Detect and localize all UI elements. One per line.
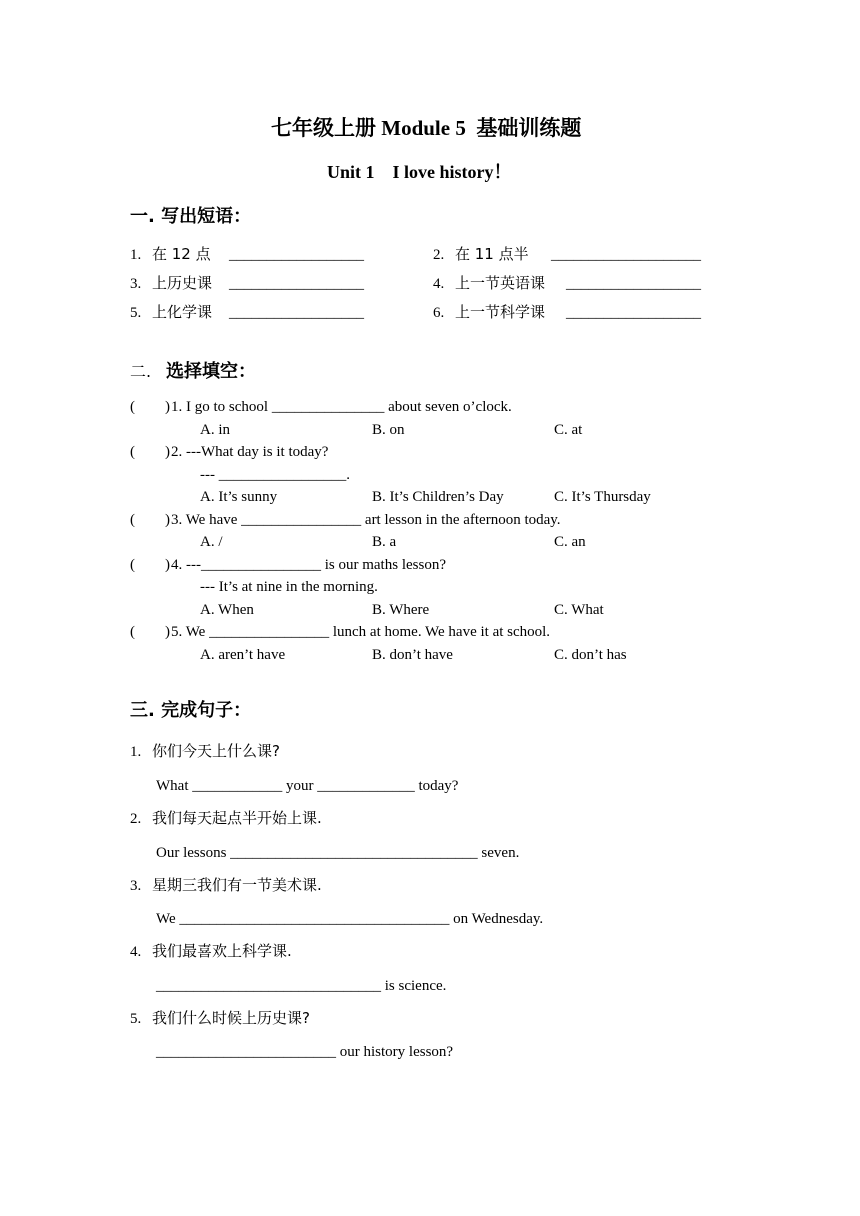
english-sentence-blank[interactable]: We ____________________________________ on Wednesday. — [156, 911, 544, 927]
item-number: 1. — [130, 744, 142, 760]
option-c: C. at — [554, 422, 583, 438]
option-a: A. It’s sunny — [200, 489, 278, 505]
question-stem: 2. ---What day is it today? — [171, 444, 329, 460]
section1-heading: 一. 写出短语： — [130, 206, 252, 227]
question-extra-line: --- _________________. — [200, 467, 350, 483]
answer-blank[interactable]: __________________ — [566, 276, 701, 292]
answer-blank[interactable]: __________________ — [229, 305, 364, 321]
chinese-prompt: 我们最喜欢上科学课. — [152, 942, 292, 960]
english-sentence-blank[interactable]: ______________________________ is science. — [156, 978, 447, 994]
option-a: A. aren’t have — [200, 647, 286, 663]
item-number: 1. — [130, 247, 142, 263]
answer-bracket[interactable]: ( ) — [130, 624, 170, 640]
section3-heading: 三. 完成句子： — [130, 700, 252, 721]
answer-blank[interactable]: ____________________ — [551, 247, 701, 263]
answer-bracket[interactable]: ( ) — [130, 444, 170, 460]
option-c: C. It’s Thursday — [554, 489, 651, 505]
option-b: B. It’s Children’s Day — [372, 489, 504, 505]
item-number: 5. — [130, 305, 142, 321]
section2-heading-number: 二. — [130, 362, 152, 381]
item-text: 在 12 点 — [152, 245, 211, 263]
option-c: C. don’t has — [554, 647, 627, 663]
answer-blank[interactable]: __________________ — [229, 247, 364, 263]
item-text: 上一节科学课 — [455, 303, 546, 321]
question-stem: 4. ---________________ is our maths lesson? — [171, 557, 446, 573]
option-c: C. an — [554, 534, 586, 550]
item-number: 3. — [130, 276, 142, 292]
item-number: 3. — [130, 878, 142, 894]
item-text: 在 11 点半 — [455, 245, 529, 263]
question-stem: 1. I go to school _______________ about seven o’clock. — [171, 399, 512, 415]
item-number: 5. — [130, 1011, 142, 1027]
english-sentence-blank[interactable]: Our lessons _________________________________ seven. — [156, 845, 520, 861]
option-c: C. What — [554, 602, 604, 618]
english-sentence-blank[interactable]: What ____________ your _____________ today? — [156, 778, 459, 794]
chinese-prompt: 星期三我们有一节美术课. — [152, 876, 322, 894]
item-text: 上化学课 — [152, 303, 213, 321]
option-b: B. on — [372, 422, 405, 438]
answer-bracket[interactable]: ( ) — [130, 512, 170, 528]
item-text: 上一节英语课 — [455, 274, 546, 292]
option-a: A. / — [200, 534, 223, 550]
item-number: 4. — [433, 276, 445, 292]
answer-blank[interactable]: __________________ — [566, 305, 701, 321]
question-extra-line: --- It’s at nine in the morning. — [200, 579, 378, 595]
section2-heading-text: 选择填空： — [166, 361, 256, 382]
option-a: A. When — [200, 602, 254, 618]
english-sentence-blank[interactable]: ________________________ our history lesson? — [156, 1044, 454, 1060]
page-subtitle: Unit 1 I love history！ — [327, 162, 512, 182]
item-number: 2. — [433, 247, 445, 263]
option-b: B. don’t have — [372, 647, 453, 663]
option-b: B. a — [372, 534, 397, 550]
chinese-prompt: 我们每天起点半开始上课. — [152, 809, 322, 827]
item-number: 6. — [433, 305, 445, 321]
question-stem: 3. We have ________________ art lesson in the afternoon today. — [171, 512, 561, 528]
answer-bracket[interactable]: ( ) — [130, 557, 170, 573]
option-b: B. Where — [372, 602, 430, 618]
chinese-prompt: 你们今天上什么课? — [152, 742, 280, 760]
question-stem: 5. We ________________ lunch at home. We have it at school. — [171, 624, 551, 640]
answer-bracket[interactable]: ( ) — [130, 399, 170, 415]
page-title: 七年级上册 Module 5 基础训练题 — [271, 116, 582, 140]
item-number: 2. — [130, 811, 142, 827]
item-number: 4. — [130, 944, 142, 960]
chinese-prompt: 我们什么时候上历史课? — [152, 1009, 310, 1027]
answer-blank[interactable]: __________________ — [229, 276, 364, 292]
item-text: 上历史课 — [152, 274, 213, 292]
option-a: A. in — [200, 422, 230, 438]
